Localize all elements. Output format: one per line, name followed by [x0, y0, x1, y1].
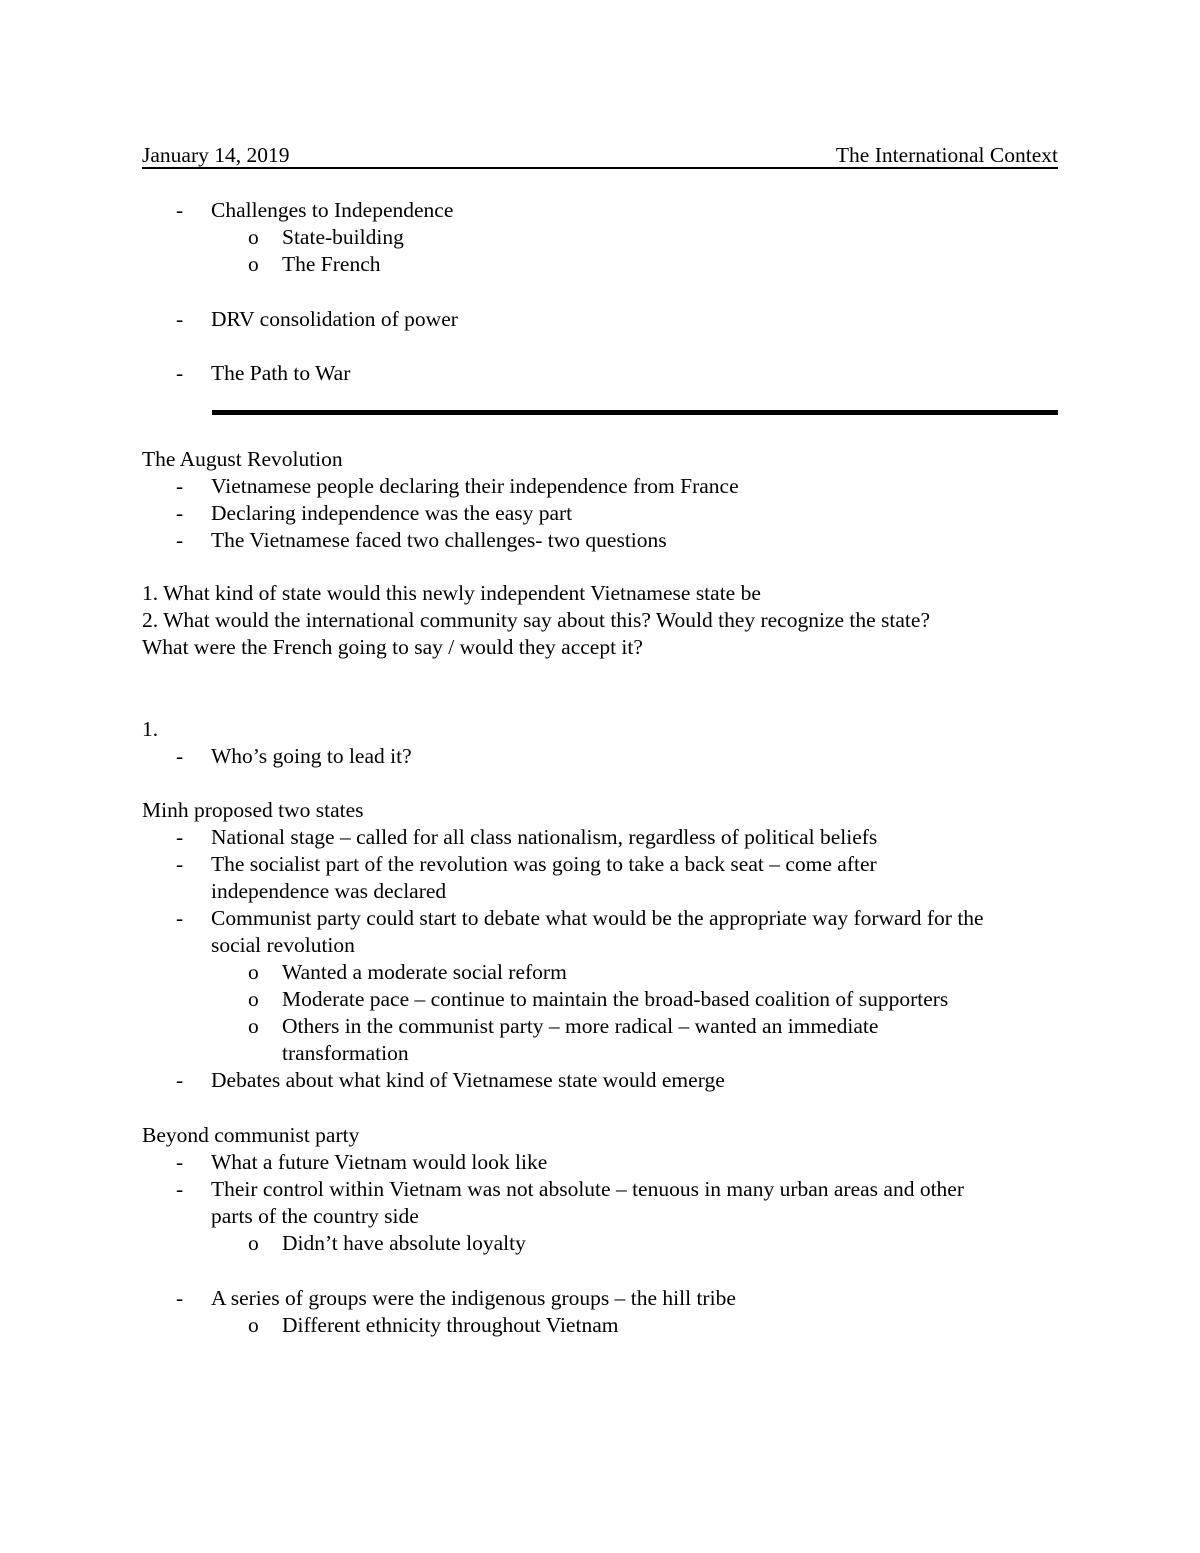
- circle-bullet: o: [248, 252, 259, 276]
- question-2: 2. What would the international community say about this? Would they recognize the state?: [142, 608, 930, 632]
- document-page: [142, 142, 1058, 1337]
- list-item-text: State-building: [282, 225, 404, 249]
- list-item-text: Didn’t have absolute loyalty: [282, 1231, 526, 1255]
- list-item-text: What a future Vietnam would look like: [211, 1150, 548, 1174]
- dash-bullet: -: [176, 1150, 184, 1174]
- page-header: [142, 142, 1058, 169]
- section-heading: Beyond communist party: [142, 1123, 360, 1147]
- header-date: January 14, 2019: [142, 143, 290, 167]
- list-item-text: Who’s going to lead it?: [211, 744, 412, 768]
- section-divider: [212, 410, 1058, 415]
- dash-bullet: -: [176, 361, 184, 385]
- list-item-text: Challenges to Independence: [211, 198, 454, 222]
- list-item-text: DRV consolidation of power: [211, 307, 458, 331]
- dash-bullet: -: [176, 852, 184, 876]
- section-heading: Minh proposed two states: [142, 798, 364, 822]
- dash-bullet: -: [176, 825, 184, 849]
- list-item-text: transformation: [282, 1041, 409, 1065]
- list-item-text: Moderate pace – continue to maintain the broad-based coalition of supporters: [282, 987, 949, 1011]
- circle-bullet: o: [248, 225, 259, 249]
- list-item-text: Wanted a moderate social reform: [282, 960, 567, 984]
- list-item-text: parts of the country side: [211, 1204, 419, 1228]
- dash-bullet: -: [176, 1286, 184, 1310]
- dash-bullet: -: [176, 906, 184, 930]
- section-heading: The August Revolution: [142, 447, 343, 471]
- list-item-text: Their control within Vietnam was not absolute – tenuous in many urban areas and other: [211, 1177, 965, 1201]
- list-item-text: The socialist part of the revolution was going to take a back seat – come after: [211, 852, 877, 876]
- dash-bullet: -: [176, 1068, 184, 1092]
- question-2-continued: What were the French going to say / would they accept it?: [142, 635, 643, 659]
- header-title: The International Context: [835, 143, 1058, 167]
- list-item-text: The Vietnamese faced two challenges- two questions: [211, 528, 667, 552]
- list-item-text: Vietnamese people declaring their independence from France: [211, 474, 739, 498]
- circle-bullet: o: [248, 960, 259, 984]
- list-item-text: social revolution: [211, 933, 355, 957]
- list-item-text: Debates about what kind of Vietnamese state would emerge: [211, 1068, 725, 1092]
- list-item-text: National stage – called for all class nationalism, regardless of political beliefs: [211, 825, 878, 849]
- list-item-text: Different ethnicity throughout Vietnam: [282, 1313, 619, 1337]
- list-item-text: Declaring independence was the easy part: [211, 501, 573, 525]
- list-item-text: Others in the communist party – more radical – wanted an immediate: [282, 1014, 879, 1038]
- list-item-text: The French: [282, 252, 381, 276]
- circle-bullet: o: [248, 1231, 259, 1255]
- dash-bullet: -: [176, 1177, 184, 1201]
- dash-bullet: -: [176, 198, 184, 222]
- circle-bullet: o: [248, 1014, 259, 1038]
- list-item-text: The Path to War: [211, 361, 351, 385]
- dash-bullet: -: [176, 474, 184, 498]
- dash-bullet: -: [176, 744, 184, 768]
- numbered-label: 1.: [142, 717, 159, 741]
- dash-bullet: -: [176, 501, 184, 525]
- list-item-text: independence was declared: [211, 879, 447, 903]
- dash-bullet: -: [176, 528, 184, 552]
- dash-bullet: -: [176, 307, 184, 331]
- list-item-text: A series of groups were the indigenous groups – the hill tribe: [211, 1286, 736, 1310]
- circle-bullet: o: [248, 987, 259, 1011]
- list-item-text: Communist party could start to debate what would be the appropriate way forward for the: [211, 906, 984, 930]
- question-1: 1. What kind of state would this newly independent Vietnamese state be: [142, 581, 761, 605]
- circle-bullet: o: [248, 1313, 259, 1337]
